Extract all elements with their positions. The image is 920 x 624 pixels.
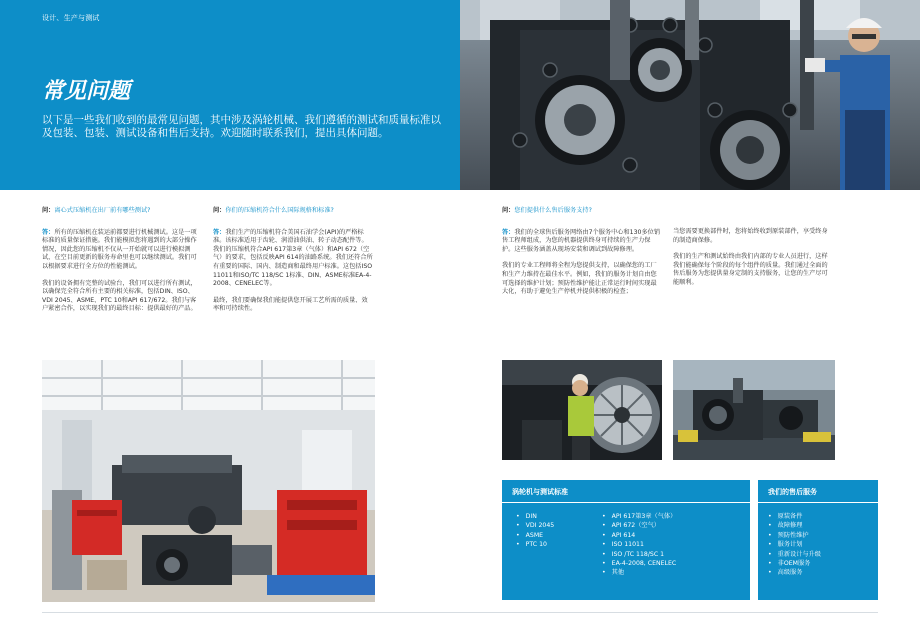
question-text: 离心式压缩机在出厂前有哪些测试?: [54, 207, 151, 214]
standards-box: [502, 480, 750, 600]
list-item: • 其他: [602, 568, 676, 577]
service-list: [768, 512, 821, 578]
list-item: • API 672（空气）: [602, 521, 676, 530]
breadcrumb: 设计、生产与测试: [42, 14, 100, 22]
list-item: • 高级服务: [768, 568, 821, 577]
standards-box-title: 涡轮机与测试标准: [502, 480, 750, 503]
faq-answer-1-extra: 我们的设备拥有完整的试验台，我们可以进行所有测试，以确保完全符合所有主要的相关标准，包括DIN、ISO、VDI 2045、ASME、PTC 10和API 617/672。我们与客户紧密合作，以实现我们的最终目标：提供最好的产品。: [42, 279, 197, 313]
question-label: 问：: [502, 207, 515, 214]
hero-photo: [460, 0, 920, 190]
faq-column-1: [42, 207, 202, 322]
service-paragraph: 我们的生产和测试始终由我们内部的专业人员进行，这样我们能确保每个阶段的每个组件的质量。我们通过全面的售后服务为您提供量身定制的支持服务，让您的生产尽可能顺利。: [673, 253, 828, 286]
turbine-photo: [502, 360, 662, 460]
list-item: • API 617第3章（气体）: [602, 512, 676, 521]
list-item: • 重新设计与升级: [768, 550, 821, 559]
answer-label: 答：: [42, 228, 55, 236]
list-item: • API 614: [602, 531, 676, 540]
faq-question-1: [42, 207, 202, 216]
answer-label: 答：: [502, 228, 515, 236]
list-item: • DIN: [516, 512, 554, 521]
list-item: • EA-4-2008, CENELEC: [602, 559, 676, 568]
faq-question-3: [502, 207, 662, 216]
faq-answer-1: [42, 229, 202, 272]
list-item: • 服务计划: [768, 540, 821, 549]
faq-answer-2-extra: 最终，我们要确保我们能提供您开展工艺所需的质量、效率和可持续性。: [213, 296, 368, 313]
list-item: • 非OEM服务: [768, 559, 821, 568]
list-item: • 预防性维护: [768, 531, 821, 540]
parts-paragraph: 当您需要更换部件时，您将始终收到原装部件，享受终身的制造商保修。: [673, 228, 828, 244]
header-band: [0, 0, 460, 190]
faq-column-4: [673, 228, 833, 296]
footer-divider: [42, 612, 878, 613]
answer-text: 我们生产的压缩机符合美国石油学会(API)的严格标准。该标准适用于齿轮、润滑油供油、转子动态配件等。我们的压缩机符合API 617第3章（气体）和API 672（空气）的要求，包括反映API 614的油路系统。我们还符合所有重要的国际、国内、制造商和最终用户标准。这包括ISO 11011和ISO/TC 118/SC 1标准、DIN、ASME标准EA-4-2008、CENELEC等。: [213, 228, 373, 288]
factory-photo: [42, 360, 375, 602]
faq-answer-3-extra: 我们的专业工程师将全程为您提供支持，以确保您的工厂和生产力维持在最佳水平。例如，我们的服务计划自由您可选择的维护计划；预防性维护能让正常运行时间实现最大化，有助于避免生产停机并提供积极的检查；: [502, 262, 657, 296]
faq-answer-2: [213, 229, 373, 289]
page-title: 常见问题: [42, 79, 131, 104]
list-item: • ASME: [516, 531, 554, 540]
faq-answer-3: [502, 229, 662, 255]
faq-question-2: [213, 207, 373, 216]
list-item: • ISO 11011: [602, 540, 676, 549]
answer-label: 答：: [213, 228, 226, 236]
list-item: • VDI 2045: [516, 521, 554, 530]
service-box-title: 我们的售后服务: [758, 480, 878, 503]
list-item: • 故障修理: [768, 521, 821, 530]
list-item: • 原装备件: [768, 512, 821, 521]
faq-column-2: [213, 207, 373, 322]
question-label: 问：: [213, 207, 226, 214]
question-text: 您们提供什么售后服务支持?: [514, 207, 592, 214]
standards-list-left: [516, 512, 554, 550]
compressor-photo: [673, 360, 835, 460]
faq-column-3: [502, 207, 662, 305]
service-box: [758, 480, 878, 600]
answer-text: 我们的全球售后服务网络由7个服务中心和130多位销售工程师组成，为您的机器提供终身可持续的生产力保护。这些服务涵盖从现场安装和调试到故障修理。: [502, 228, 661, 253]
standards-list-right: [602, 512, 676, 578]
question-text: 你们的压缩机符合什么国际规格和标准?: [225, 207, 334, 214]
list-item: • ISO /TC 118/SC 1: [602, 550, 676, 559]
intro-text: 以下是一些我们收到的最常见问题，其中涉及涡轮机械、我们遵循的测试和质量标准以及包装、包装、测试设备和售后支持。欢迎随时联系我们，提出具体问题。: [42, 114, 441, 139]
question-label: 问：: [42, 207, 55, 214]
answer-text: 所有的压缩机在装运前都要进行机械测试。这是一项标准的质量保证措施。我们能模拟您将遇到的大部分操作情况，因此您的压缩机不仅从一开始就可以进行模拟测试，在空目前更新的服务寿命里也可以继续测试。我们可以根据要求进行全方位的性能测试。: [42, 228, 197, 270]
list-item: • PTC 10: [516, 540, 554, 549]
